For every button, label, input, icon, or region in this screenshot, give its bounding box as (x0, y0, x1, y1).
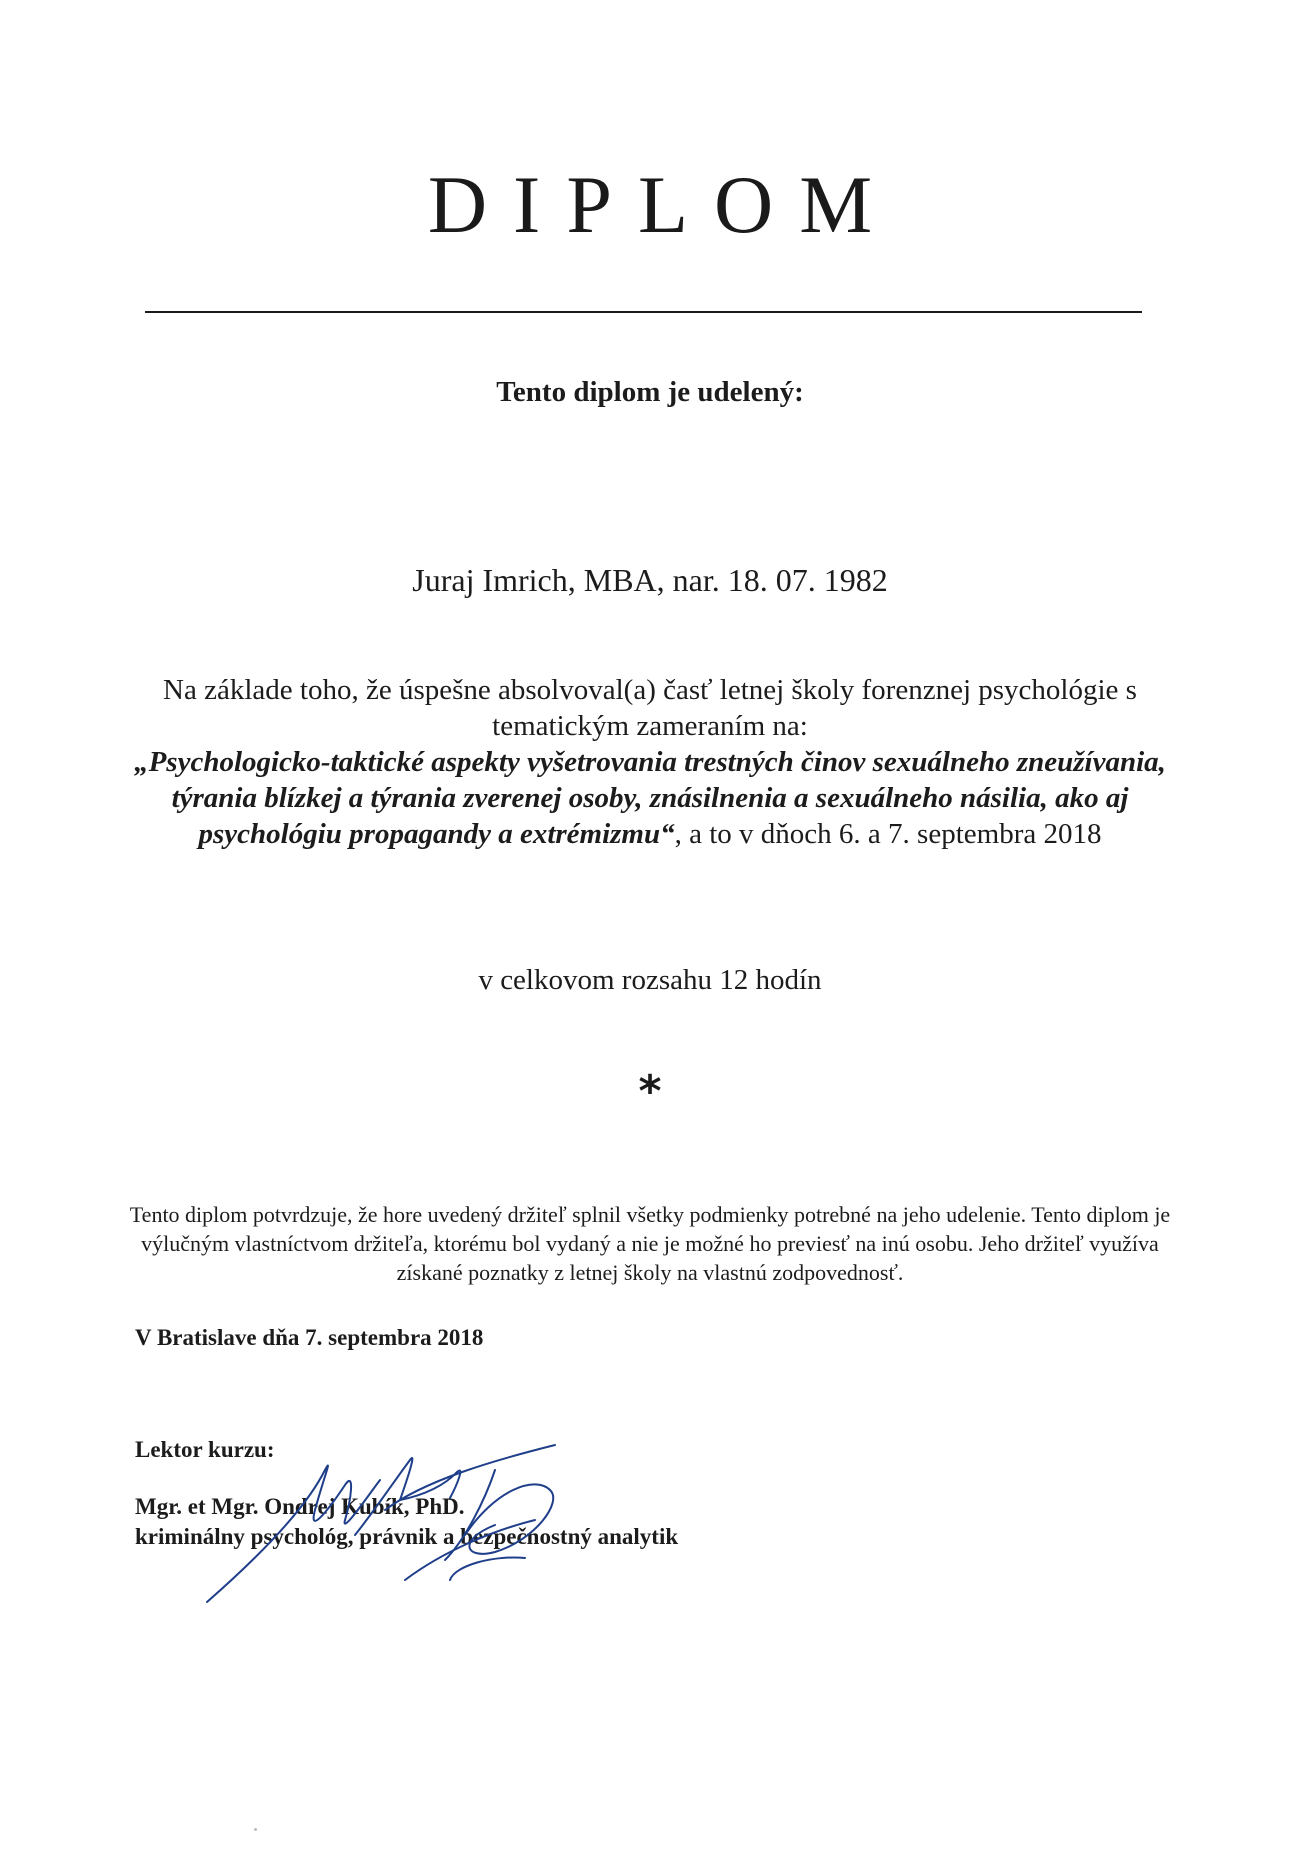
handwritten-signature (195, 1440, 615, 1610)
course-topic: „Psychologicko-taktické aspekty vyšetrovania trestných činov sexuálneho zneužívania, týrania blízkej a týrania zverenej osoby, znásilnenia a sexuálneho násilia, ako aj psychológiu propagandy a extrémizmu“ (134, 746, 1166, 850)
place-and-date: V Bratislave dňa 7. septembra 2018 (135, 1325, 484, 1350)
basis-paragraph (110, 672, 1190, 852)
scan-speck (254, 1828, 257, 1831)
awarded-to-label: Tento diplom je udelený: (496, 376, 804, 408)
course-dates: , a to v dňoch 6. a 7. septembra 2018 (674, 818, 1102, 850)
diploma-title: DIPLOM (427, 159, 899, 250)
lecturer-role: kriminálny psychológ, právnik a bezpečnostný analytik (135, 1524, 679, 1549)
lecturer-label: Lektor kurzu: (135, 1437, 275, 1462)
confirmation-text: Tento diplom potvrdzuje, že hore uvedený držiteľ splnil všetky podmienky potrebné na jeho udelenie. Tento diplom je výlučným vlastníctvom držiteľa, ktorému bol vydaný a nie je možné ho previesť na inú osobu. Jeho držiteľ využíva získané poznatky z letnej školy na vlastnú zodpovednosť. (129, 1202, 1171, 1285)
title-divider (145, 311, 1142, 313)
lecturer-name: Mgr. et Mgr. Ondrej Kubík, PhD. (135, 1494, 465, 1519)
recipient-name: Juraj Imrich, MBA, nar. 18. 07. 1982 (412, 562, 888, 598)
asterisk-separator: * (638, 1066, 662, 1117)
basis-intro: Na základe toho, že úspešne absolvoval(a) časť letnej školy forenznej psychológie s tematickým zameraním na: (163, 674, 1137, 742)
course-extent: v celkovom rozsahu 12 hodín (478, 964, 822, 996)
